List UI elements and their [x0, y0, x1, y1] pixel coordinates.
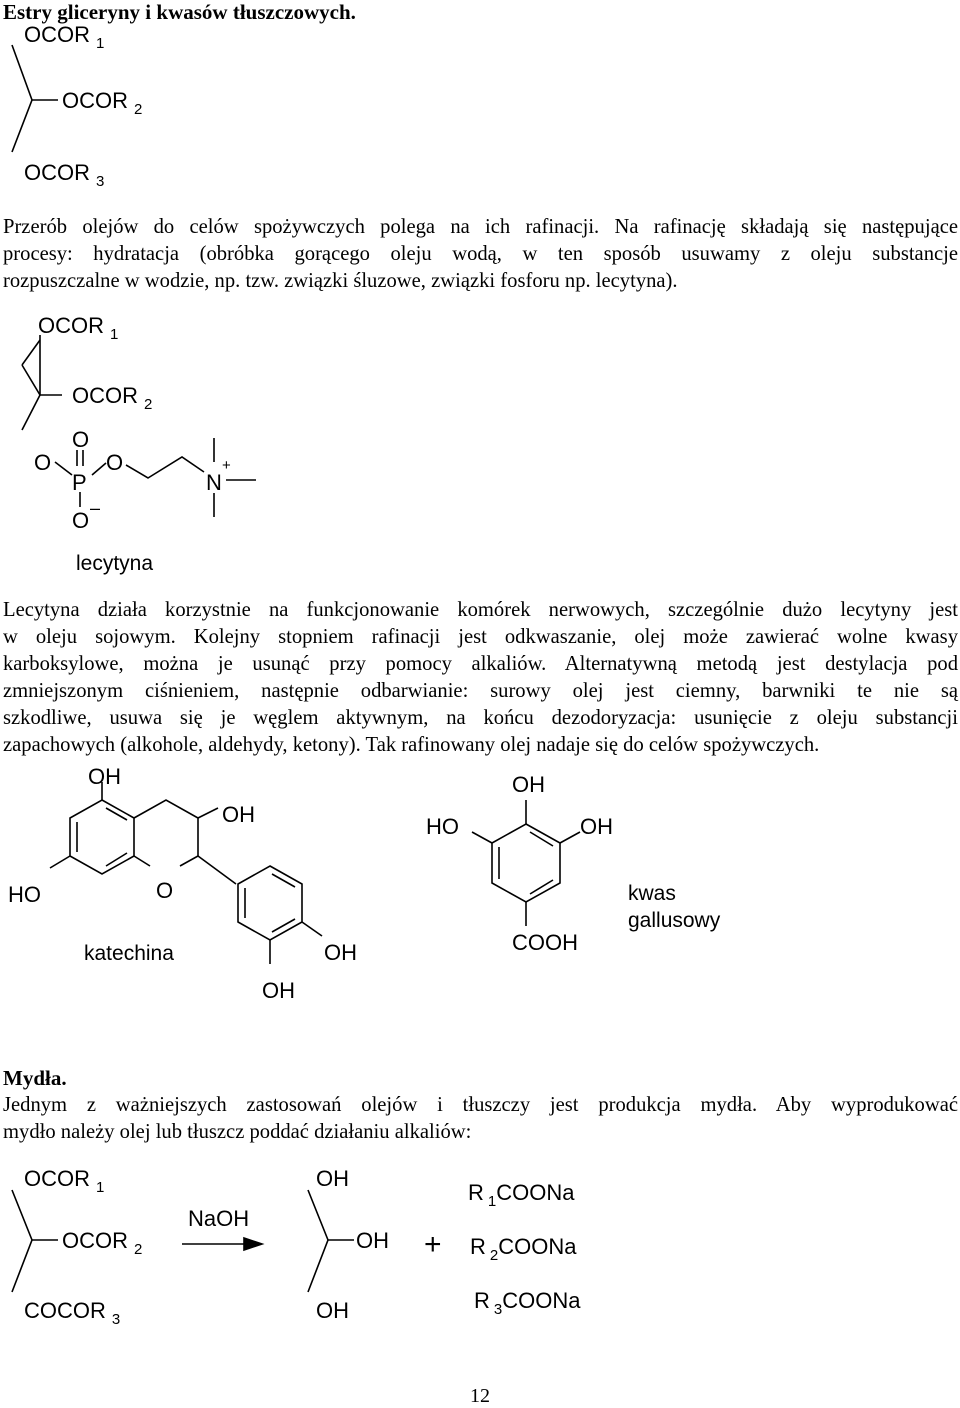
catechin-ring-oxygen: O — [156, 878, 174, 903]
catechin-oh-right: OH — [324, 940, 357, 965]
lecithin-minus-sign: – — [90, 498, 101, 518]
triglyceride-group-2: OCOR $_2$ — [62, 88, 143, 118]
page-number: 12 — [470, 1385, 490, 1407]
soap-salt-1: R $_1$COONa — [468, 1180, 575, 1210]
lecithin-line: Lecytyna działa korzystnie na funkcjonowanie komórek nerwowych, szczególnie dużo lecytyny jest — [3, 599, 958, 621]
glycerol-oh-2: OH — [356, 1228, 389, 1253]
refining-line: Przerób olejów do celów spożywczych polega na ich rafinacji. Na rafinację składają się następujące — [3, 216, 958, 238]
gallic-ho-left: HO — [426, 814, 459, 839]
catechin-ho-left: HO — [8, 882, 41, 907]
catechin-oh-top: OH — [88, 764, 121, 789]
soap-line: Jednym z ważniejszych zastosowań olejów i tłuszczy jest produkcja mydła. Aby wyprodukować — [3, 1094, 958, 1116]
catechin-caption: katechina — [84, 942, 174, 965]
glycerol-oh-1: OH — [316, 1166, 349, 1191]
catechin-oh-ring: OH — [222, 802, 255, 827]
gallic-oh-top: OH — [512, 772, 545, 797]
triglyceride-group-1: OCOR $_1$ — [24, 22, 105, 52]
lecithin-caption: lecytyna — [76, 552, 154, 575]
glycerol-oh-3: OH — [316, 1298, 349, 1323]
sapon-group-3: COCOR $_3$ — [24, 1298, 121, 1328]
gallic-oh-right: OH — [580, 814, 613, 839]
sapon-triglyceride-backbone — [12, 1190, 32, 1292]
lecithin-line: zapachowych (alkohole, aldehydy, ketony). Tak rafinowany olej nadaje się do celów spożywczych. — [3, 734, 820, 756]
reagent-naoh: NaOH — [188, 1206, 250, 1231]
refining-line: rozpuszczalne w wodzie, np. tzw. związki śluzowe, związki fosforu np. lecytyna). — [3, 270, 678, 292]
lecithin-line: w oleju sojowym. Kolejny stopniem rafinacji jest odkwaszanie, olej może zawierać wolne kwasy — [3, 626, 958, 648]
lecithin-line: karboksylowe, można je usunąć przy pomocy alkaliów. Alternatywną metodą jest destylacja pod — [3, 653, 958, 675]
refining-line: procesy: hydratacja (obróbka gorącego oleju wodą, w ten sposób usuwamy z oleju substancje — [3, 243, 958, 265]
lecithin-group-1: OCOR $_1$ — [38, 313, 119, 343]
soap-line: mydło należy olej lub tłuszcz poddać działaniu alkaliów: — [3, 1121, 472, 1143]
soap-salt-2: R $_2$COONa — [470, 1234, 577, 1264]
lecithin-group-2: OCOR $_2$ — [72, 383, 153, 413]
soap-heading: Mydła. — [3, 1066, 67, 1090]
lecithin-anion-oxygen: O — [72, 508, 90, 533]
lecithin-phosphorus: P — [72, 470, 87, 495]
lecithin-nitrogen: N — [206, 470, 222, 495]
glycerol-backbone — [308, 1190, 328, 1292]
gallic-caption-line-1: kwas — [628, 882, 676, 905]
esters-heading: Estry gliceryny i kwasów tłuszczowych. — [3, 0, 356, 24]
lecithin-link-oxygen: O — [106, 450, 124, 475]
lecithin-line: szkodliwe, usuwa się je węglem aktywnym, na końcu dezodoryzacja: usunięcie z oleju substancji — [3, 707, 958, 729]
gallic-cooh: COOH — [512, 930, 578, 955]
sapon-group-1: OCOR $_1$ — [24, 1166, 105, 1196]
lecithin-ester-oxygen: O — [34, 450, 52, 475]
reaction-plus-sign: + — [424, 1228, 442, 1261]
catechin-oh-bottom: OH — [262, 978, 295, 1003]
reaction-arrow-head — [244, 1238, 262, 1250]
triglyceride-group-3: OCOR $_3$ — [24, 160, 105, 190]
gallic-caption-line-2: gallusowy — [628, 909, 721, 932]
lecithin-double-oxygen: O — [72, 427, 90, 452]
lecithin-plus-sign: + — [222, 457, 231, 474]
lecithin-line: zmniejszonym ciśnieniem, następnie odbarwianie: surowy olej jest ciemny, barwniki te nie są — [3, 680, 958, 702]
sapon-group-2: OCOR $_2$ — [62, 1228, 143, 1258]
soap-salt-3: R $_3$COONa — [474, 1288, 581, 1318]
